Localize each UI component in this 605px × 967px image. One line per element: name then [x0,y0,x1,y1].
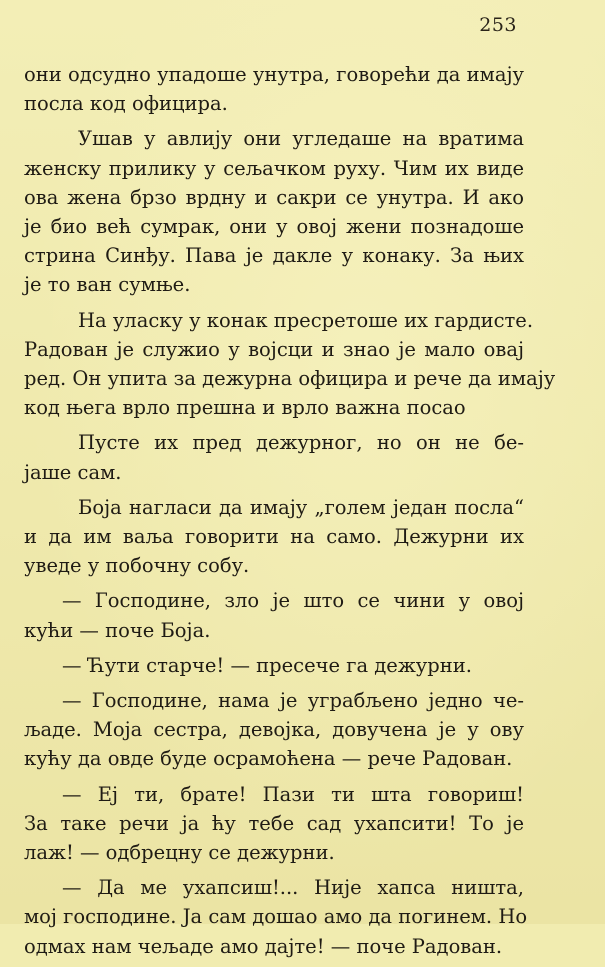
paragraph [24,428,524,486]
text-line: ред. Он упита за дежурна официра и рече да имају [24,367,556,391]
text-line: — Еј ти, брате! Пази ти шта говориш! [62,782,524,806]
text-line: — Господине, нама је уграбљено једно че- [62,689,524,713]
text-line: — Ћути старче! — пресече га дежурни. [62,653,472,677]
paragraph [24,686,524,774]
body-text [24,60,556,967]
text-line: На уласку у конак пресретоше их гардисте. [78,308,534,332]
text-line: За таке речи ја ћу тебе сад ухапсити! То је [24,811,524,835]
text-line: ова жена брзо врдну и сакри се унутра. И ако [24,185,524,209]
text-line: Пусте их пред дежурног, но он не бе- [78,431,524,455]
text-line: Радован је служио у војсци и знао је мало овај [24,337,524,361]
text-line: женску прилику у сељачком руху. Чим их виде [24,156,524,180]
text-line: кућу да овде буде осрамоћена — рече Радован. [24,747,513,771]
paragraph [24,780,524,868]
text-line: Боја нагласи да имају „голем један посла“ [78,495,524,519]
text-line: је био већ сумрак, они у овој жени познадоше [24,215,524,239]
text-line: посла код официра. [24,92,228,116]
text-line: одмах нам чељаде амо дајте! — поче Радован. [24,934,503,958]
text-line: јаше сам. [24,460,122,484]
paragraph [24,60,524,118]
text-line: љаде. Моја сестра, девојка, довучена је у ову [24,718,524,742]
text-line: стрина Синђу. Пава је дакле у конаку. За њих [24,244,524,268]
text-line: кући — поче Боја. [24,618,211,642]
paragraph [24,306,556,423]
paragraph [24,124,524,299]
paragraph [24,873,528,961]
text-line: је то ван сумње. [24,273,191,297]
text-line: мој господине. Ја сам дошао амо да погинем. Но [24,905,528,929]
paragraph [24,651,524,680]
text-line: уведе у побочну собу. [24,554,250,578]
text-line: Ушав у авлију они угледаше на вратима [78,127,524,151]
text-line: они одсудно упадоше унутра, говорећи да имају [24,63,524,86]
text-line: — Да ме ухапсиш!... Није хапса ништа, [62,876,524,900]
text-line: лаж! — одбрецну се дежурни. [24,841,335,865]
text-line: код њега врло прешна и врло важна посао [24,396,466,420]
paragraph [24,493,524,581]
page-number: 253 [479,14,517,36]
paragraph [24,586,524,644]
text-line: — Господине, зло је што се чини у овој [62,589,524,613]
text-line: и да им ваља говорити на само. Дежурни их [24,525,524,549]
